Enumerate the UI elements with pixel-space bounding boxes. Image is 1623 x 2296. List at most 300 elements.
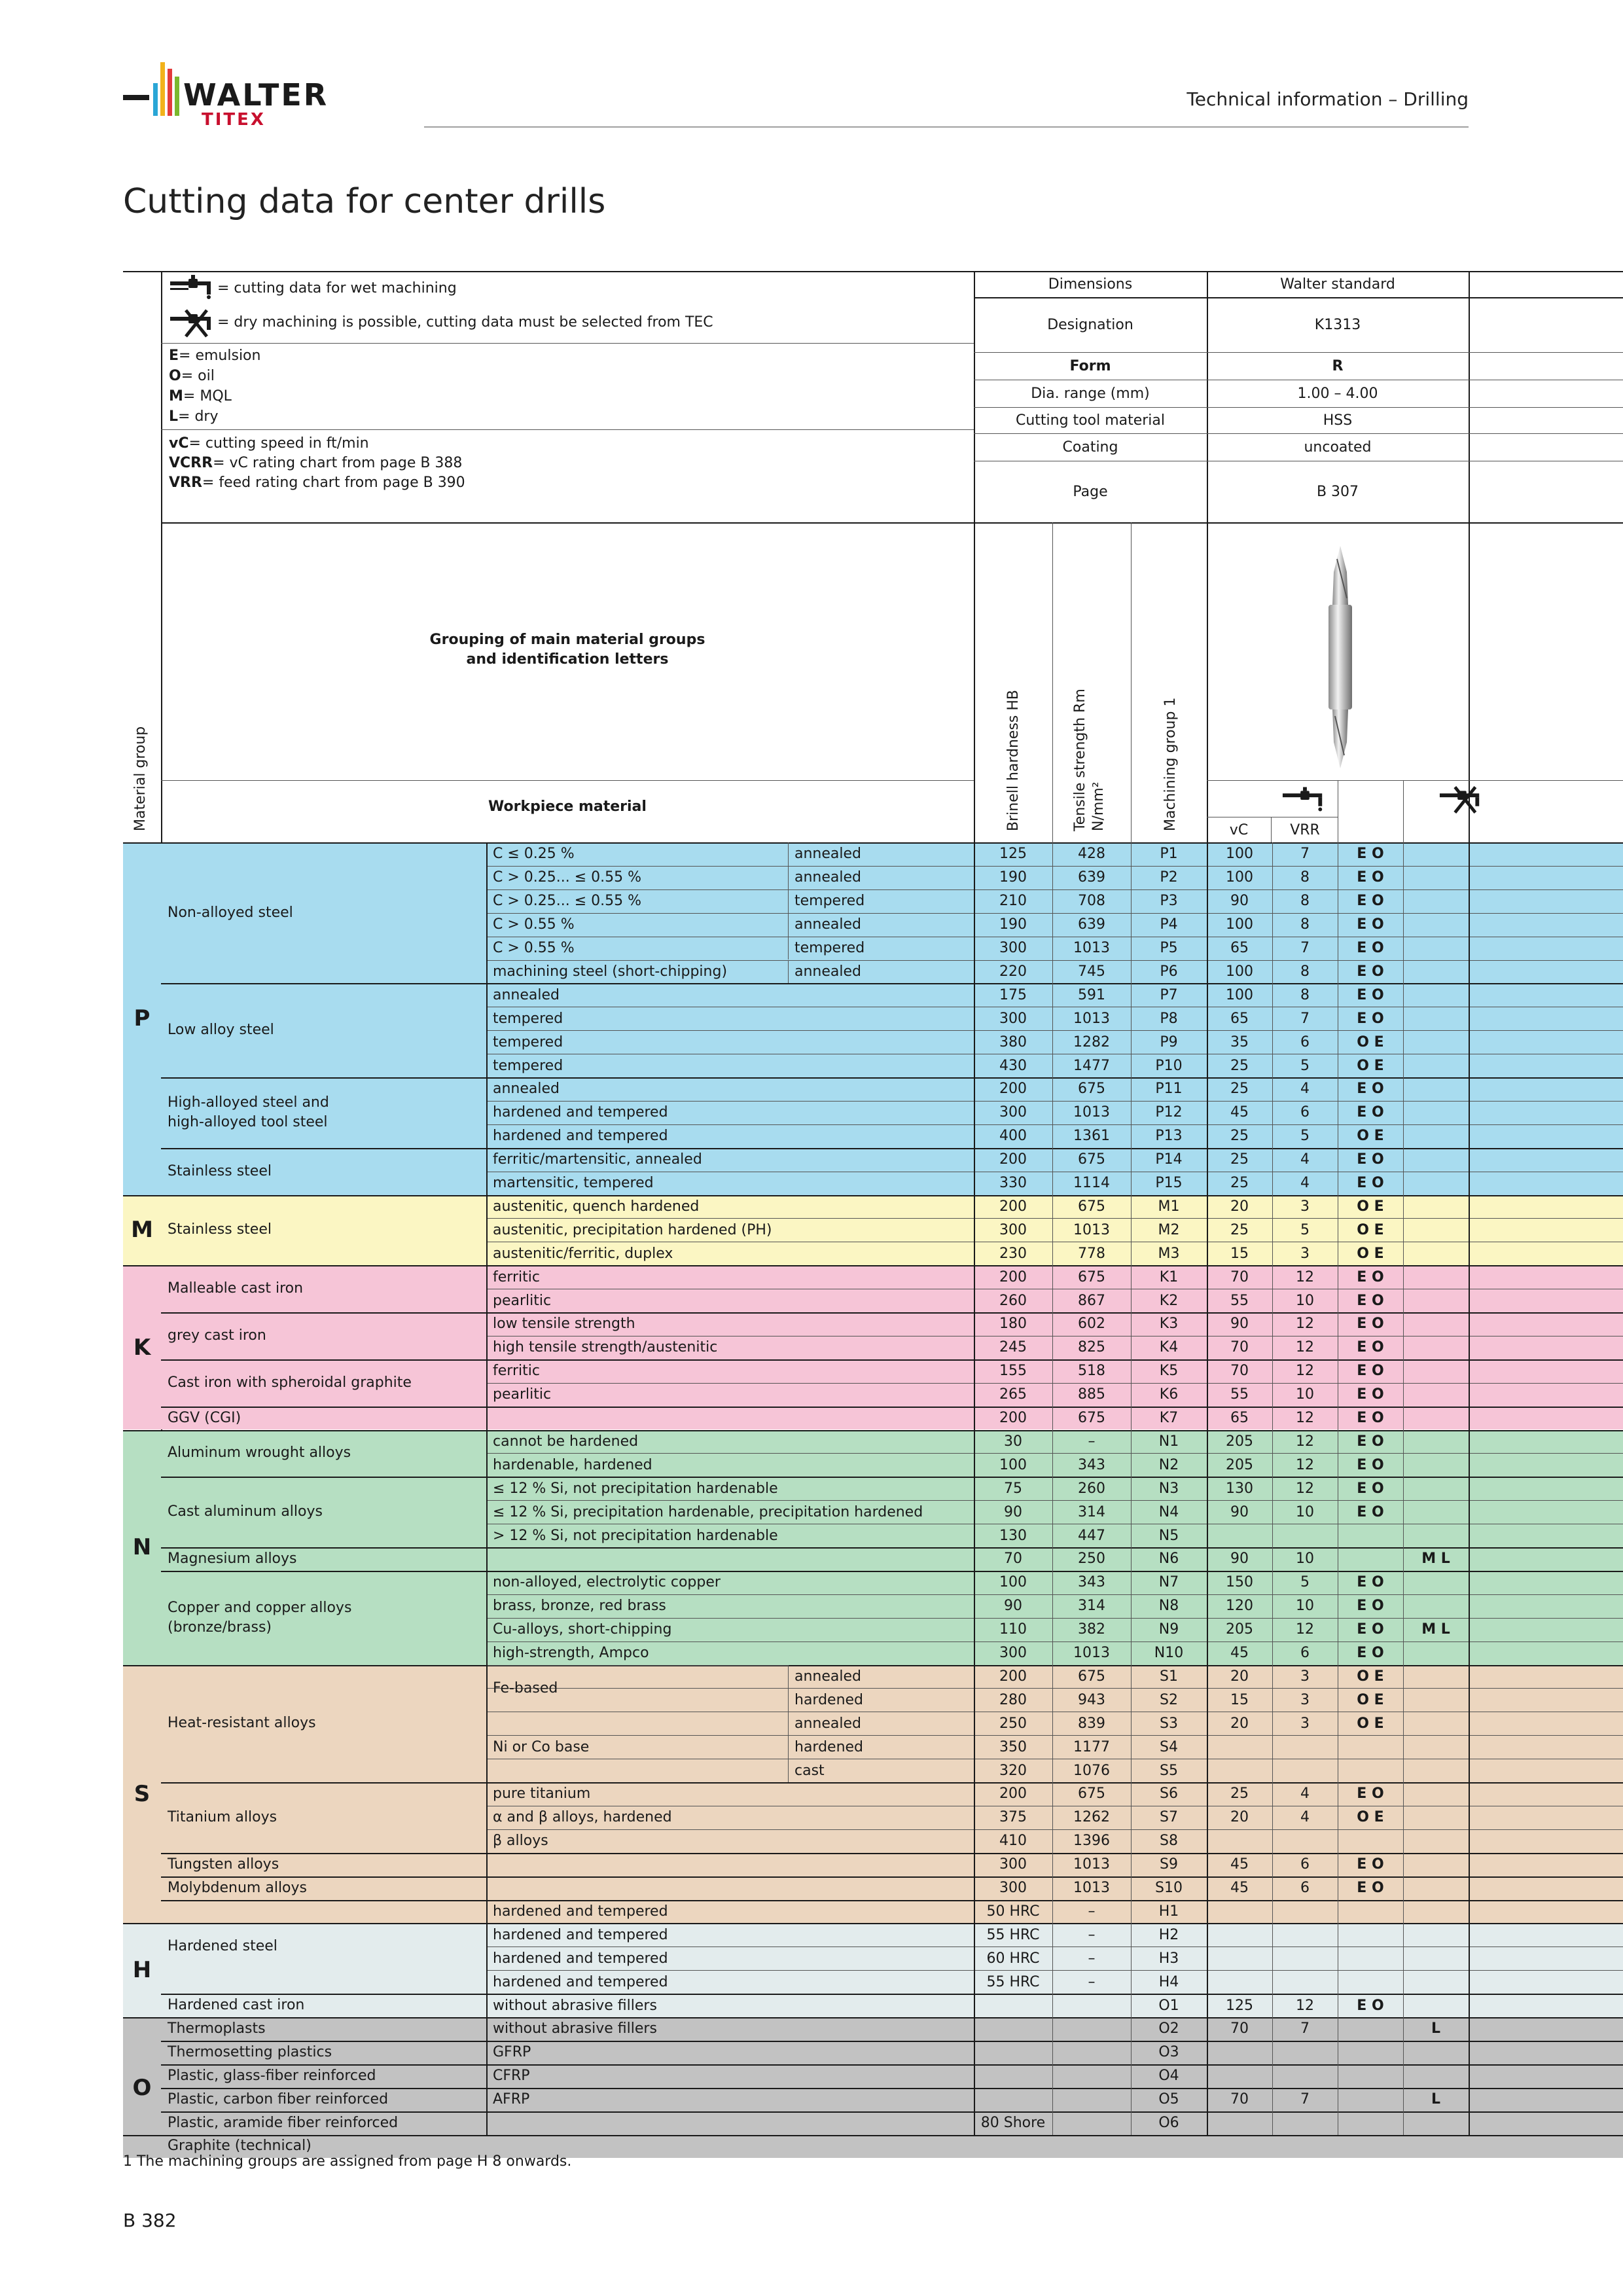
row-dry xyxy=(1403,1077,1469,1101)
page-value: B 307 xyxy=(1316,483,1359,500)
row-brinell: 180 xyxy=(999,1316,1027,1333)
row-tensile: 639 xyxy=(1078,869,1105,886)
row-machining-group: P3 xyxy=(1160,893,1178,910)
row-vc xyxy=(1207,1923,1272,1946)
row-dry xyxy=(1403,2064,1469,2088)
row-vc: 45 xyxy=(1230,1645,1249,1662)
form-value: R xyxy=(1332,357,1344,374)
row-machining-group: M3 xyxy=(1158,1245,1180,1262)
row-dry xyxy=(1403,1265,1469,1289)
row-machining-group: K1 xyxy=(1159,1268,1179,1285)
row-coolant xyxy=(1338,2064,1403,2088)
row-brinell: 70 xyxy=(1004,1551,1022,1568)
row-condition: tempered xyxy=(794,893,865,910)
tensile-heading-2: N/mm² xyxy=(1090,781,1107,831)
row-vrr: 8 xyxy=(1300,893,1310,910)
section-title: Technical information – Drilling xyxy=(1186,88,1469,110)
row-tensile xyxy=(1052,2041,1131,2064)
row-vrr: 6 xyxy=(1300,1645,1310,1662)
row-vc: 70 xyxy=(1230,1363,1249,1380)
row-dry xyxy=(1403,1383,1469,1407)
row-dry xyxy=(1403,960,1469,984)
subsubgroup-label: Fe-based xyxy=(493,1679,558,1696)
subsubgroup-label: Ni or Co base xyxy=(493,1738,590,1755)
row-vrr: 7 xyxy=(1300,846,1310,863)
subgroup-label: Copper and copper alloys (bronze/brass) xyxy=(168,1599,352,1636)
row-brinell: 155 xyxy=(999,1363,1027,1380)
row-description: ferritic/martensitic, annealed xyxy=(493,1151,702,1168)
row-description: cannot be hardened xyxy=(493,1433,639,1450)
row-machining-group: P15 xyxy=(1155,1175,1183,1192)
subgroup-label: Heat-resistant alloys xyxy=(168,1715,316,1732)
row-vrr: 7 xyxy=(1300,1010,1310,1027)
row-tensile: 778 xyxy=(1078,1245,1105,1262)
row-coolant: E O xyxy=(1357,1645,1384,1662)
row-vrr: 12 xyxy=(1296,1363,1314,1380)
row-coolant: E O xyxy=(1357,893,1384,910)
row-brinell: 210 xyxy=(999,893,1027,910)
row-dry xyxy=(1403,1148,1469,1172)
row-tensile: 250 xyxy=(1078,1551,1105,1568)
row-description: hardened and tempered xyxy=(493,1926,668,1943)
row-vrr: 12 xyxy=(1296,1997,1314,2014)
row-brinell: 60 HRC xyxy=(986,1950,1040,1967)
row-tensile: 825 xyxy=(1078,1339,1105,1356)
standard-label: Walter standard xyxy=(1280,276,1395,293)
row-machining-group: H1 xyxy=(1158,1903,1179,1920)
row-coolant: E O xyxy=(1357,1456,1384,1473)
subgroup-label: Non-alloyed steel xyxy=(168,904,293,921)
row-coolant: O E xyxy=(1357,1198,1384,1215)
row-dry xyxy=(1403,1923,1469,1946)
machining-group-heading: Machining group 1 xyxy=(1162,697,1179,831)
row-vrr: 10 xyxy=(1296,1551,1314,1568)
row-coolant xyxy=(1338,2017,1403,2041)
row-vrr: 6 xyxy=(1300,1856,1310,1873)
row-vrr: 5 xyxy=(1300,1574,1310,1591)
row-machining-group: P5 xyxy=(1160,940,1178,957)
row-tensile: 745 xyxy=(1078,963,1105,980)
row-condition: annealed xyxy=(794,1668,861,1685)
row-description: tempered xyxy=(493,1010,563,1027)
row-vc: 100 xyxy=(1226,846,1253,863)
row-vc: 15 xyxy=(1230,1245,1249,1262)
row-tensile: 1013 xyxy=(1073,1856,1110,1873)
row-vc: 90 xyxy=(1230,1503,1249,1520)
row-brinell: 430 xyxy=(999,1057,1027,1074)
row-vrr: 8 xyxy=(1300,869,1310,886)
subgroup-label: Graphite (technical) xyxy=(168,2138,312,2155)
row-condition: annealed xyxy=(794,846,861,863)
row-description: hardened and tempered xyxy=(493,1104,668,1121)
row-brinell: 190 xyxy=(999,916,1027,933)
row-coolant: E O xyxy=(1357,869,1384,886)
row-vc xyxy=(1207,1759,1272,1782)
row-machining-group: S1 xyxy=(1160,1668,1178,1685)
row-vrr: 6 xyxy=(1300,1880,1310,1897)
row-vrr: 12 xyxy=(1296,1433,1314,1450)
row-vc xyxy=(1207,2064,1272,2088)
row-machining-group: S3 xyxy=(1160,1715,1178,1732)
row-tensile: 1396 xyxy=(1073,1833,1110,1850)
row-brinell: 130 xyxy=(999,1527,1027,1544)
row-tensile: 675 xyxy=(1078,1268,1105,1285)
row-dry xyxy=(1403,1806,1469,1829)
coolant-key: M xyxy=(169,388,183,404)
row-brinell: 410 xyxy=(999,1833,1027,1850)
row-dry xyxy=(1403,1782,1469,1806)
row-brinell xyxy=(974,2064,1052,2088)
row-coolant xyxy=(1338,1759,1403,1782)
row-vc: 150 xyxy=(1226,1574,1253,1591)
row-machining-group: S6 xyxy=(1160,1785,1178,1803)
row-machining-group: K6 xyxy=(1159,1386,1179,1403)
row-brinell: 30 xyxy=(1004,1433,1022,1450)
row-coolant: E O xyxy=(1357,1433,1384,1450)
row-machining-group: N5 xyxy=(1158,1527,1179,1544)
legend-vcrr: VCRR = vC rating chart from page B 388 xyxy=(169,454,463,471)
condition-line xyxy=(788,1759,789,1782)
row-brinell: 265 xyxy=(999,1386,1027,1403)
row-dry xyxy=(1403,1571,1469,1594)
row-coolant: E O xyxy=(1357,1268,1384,1285)
row-machining-group: M1 xyxy=(1158,1198,1180,1215)
row-description: hardened and tempered xyxy=(493,1128,668,1145)
row-coolant: E O xyxy=(1357,1410,1384,1427)
row-brinell: 125 xyxy=(999,846,1027,863)
row-description: hardened and tempered xyxy=(493,1973,668,1990)
row-brinell: 330 xyxy=(999,1175,1027,1192)
row-dry xyxy=(1403,1195,1469,1219)
row-dry xyxy=(1403,1289,1469,1312)
row-vrr: 3 xyxy=(1300,1198,1310,1215)
condition-line xyxy=(788,842,789,866)
row-vc: 15 xyxy=(1230,1691,1249,1708)
row-vrr: 10 xyxy=(1296,1503,1314,1520)
subgroup-label: Tungsten alloys xyxy=(168,1856,279,1873)
row-tensile: 1114 xyxy=(1073,1175,1110,1192)
row-tensile: 1013 xyxy=(1073,1880,1110,1897)
row-dry xyxy=(1403,1712,1469,1735)
row-machining-group: S9 xyxy=(1160,1856,1178,1873)
row-vrr: 10 xyxy=(1296,1386,1314,1403)
row-vrr xyxy=(1272,2064,1338,2088)
row-coolant: E O xyxy=(1357,1316,1384,1333)
row-dry xyxy=(1403,889,1469,913)
row-coolant: E O xyxy=(1357,1997,1384,2014)
row-machining-group: S8 xyxy=(1160,1833,1178,1850)
row-vc: 130 xyxy=(1226,1480,1253,1497)
condition-line xyxy=(788,1688,789,1712)
row-description: annealed xyxy=(493,986,560,1003)
brinell-heading: Brinell hardness HB xyxy=(1005,689,1022,831)
row-coolant: O E xyxy=(1357,1033,1384,1050)
coating-label: Coating xyxy=(1062,439,1118,456)
legend-wet: = cutting data for wet machining xyxy=(217,279,457,296)
row-dry xyxy=(1403,913,1469,937)
row-coolant xyxy=(1338,1923,1403,1946)
column-line xyxy=(1052,842,1053,2135)
coolant-key: E xyxy=(169,348,179,364)
row-dry xyxy=(1403,1312,1469,1336)
group-letter: P xyxy=(134,1005,151,1032)
coolant-key: L xyxy=(169,408,179,425)
row-coolant: E O xyxy=(1357,1480,1384,1497)
row-vc: 70 xyxy=(1230,2020,1249,2037)
page-label: Page xyxy=(1073,483,1108,500)
row-condition: hardened xyxy=(794,1691,864,1708)
row-vrr: 3 xyxy=(1300,1245,1310,1262)
row-machining-group: P11 xyxy=(1155,1081,1183,1098)
row-machining-group: P7 xyxy=(1160,986,1178,1003)
row-machining-group: S2 xyxy=(1160,1691,1178,1708)
row-tensile: 591 xyxy=(1078,986,1105,1003)
row-brinell: 200 xyxy=(999,1668,1027,1685)
row-coolant: E O xyxy=(1357,916,1384,933)
row-vc: 25 xyxy=(1230,1128,1249,1145)
row-coolant xyxy=(1338,1900,1403,1924)
row-description: without abrasive fillers xyxy=(493,1997,657,2014)
row-dry xyxy=(1403,1994,1469,2017)
row-machining-group: P9 xyxy=(1160,1033,1178,1050)
row-vrr: 4 xyxy=(1300,1081,1310,1098)
row-dry xyxy=(1403,1500,1469,1524)
row-description: tempered xyxy=(493,1057,563,1074)
row-vrr: 7 xyxy=(1300,2091,1310,2108)
row-tensile: – xyxy=(1088,1903,1096,1920)
row-coolant xyxy=(1338,1524,1403,1547)
row-vrr: 5 xyxy=(1300,1221,1310,1238)
row-brinell: 175 xyxy=(999,986,1027,1003)
subgroup-label: Magnesium alloys xyxy=(168,1550,297,1567)
row-vrr: 4 xyxy=(1300,1175,1310,1192)
row-coolant: E O xyxy=(1357,986,1384,1003)
row-coolant: E O xyxy=(1357,1785,1384,1803)
row-tensile: 1361 xyxy=(1073,1128,1110,1145)
row-brinell xyxy=(974,2017,1052,2041)
row-vrr xyxy=(1272,1900,1338,1924)
row-vc: 100 xyxy=(1226,869,1253,886)
row-brinell: 80 Shore xyxy=(980,2115,1046,2132)
row-description: hardened and tempered xyxy=(493,1903,668,1920)
row-brinell: 200 xyxy=(999,1410,1027,1427)
subgroup-label: High-alloyed steel and high-alloyed tool steel xyxy=(168,1094,329,1130)
subgroup-label: Thermoplasts xyxy=(168,2020,266,2037)
row-description: α and β alloys, hardened xyxy=(493,1809,672,1826)
row-tensile: 675 xyxy=(1078,1410,1105,1427)
subgroup-label: Hardened cast iron xyxy=(168,1997,305,2014)
row-vrr: 8 xyxy=(1300,916,1310,933)
row-coolant xyxy=(1338,2041,1403,2064)
row-vc: 20 xyxy=(1230,1668,1249,1685)
row-vc: 45 xyxy=(1230,1104,1249,1121)
row-machining-group: K7 xyxy=(1159,1410,1179,1427)
row-tensile: – xyxy=(1088,1973,1096,1990)
row-vc: 70 xyxy=(1230,1339,1249,1356)
row-coolant: O E xyxy=(1357,1128,1384,1145)
row-description: without abrasive fillers xyxy=(493,2020,657,2037)
row-brinell: 300 xyxy=(999,1221,1027,1238)
row-condition: annealed xyxy=(794,916,861,933)
row-description: C > 0.25... ≤ 0.55 % xyxy=(493,893,642,910)
grouping-heading-2: and identification letters xyxy=(466,651,669,668)
subsubgroup-divider xyxy=(486,1665,788,1666)
row-vc: 65 xyxy=(1230,1010,1249,1027)
row-vc xyxy=(1207,1900,1272,1924)
row-coolant: O E xyxy=(1357,1668,1384,1685)
designation-value: K1313 xyxy=(1314,316,1361,333)
material-group-heading: Material group xyxy=(132,726,149,831)
row-dry xyxy=(1403,1124,1469,1148)
group-letter: S xyxy=(134,1780,151,1807)
row-brinell: 100 xyxy=(999,1574,1027,1591)
row-brinell: 300 xyxy=(999,1010,1027,1027)
row-tensile: 943 xyxy=(1078,1691,1105,1708)
row-brinell: 200 xyxy=(999,1785,1027,1803)
coolant-text: = dry xyxy=(178,408,219,425)
row-coolant: E O xyxy=(1357,1151,1384,1168)
legend-vrr: VRR = feed rating chart from page B 390 xyxy=(169,474,465,491)
row-dry xyxy=(1403,1759,1469,1782)
row-vc: 25 xyxy=(1230,1057,1249,1074)
row-machining-group: N1 xyxy=(1158,1433,1179,1450)
page-number: B 382 xyxy=(123,2210,177,2231)
group-letter: O xyxy=(132,2074,152,2101)
row-description: tempered xyxy=(493,1033,563,1050)
row-vrr: 3 xyxy=(1300,1691,1310,1708)
subgroup-label: Stainless steel xyxy=(168,1162,272,1179)
row-dry: L xyxy=(1431,2091,1441,2108)
row-coolant: O E xyxy=(1357,1221,1384,1238)
condition-line xyxy=(788,937,789,960)
row-vrr: 12 xyxy=(1296,1268,1314,1285)
row-vrr: 10 xyxy=(1296,1598,1314,1615)
row-coolant xyxy=(1338,1829,1403,1853)
row-dry xyxy=(1403,1688,1469,1712)
row-machining-group: K4 xyxy=(1159,1339,1179,1356)
row-coolant: E O xyxy=(1357,1175,1384,1192)
row-brinell xyxy=(974,1994,1052,2017)
row-machining-group: N8 xyxy=(1158,1598,1179,1615)
row-tensile: 675 xyxy=(1078,1151,1105,1168)
subgroup-label: Plastic, glass-fiber reinforced xyxy=(168,2067,376,2084)
row-description: high tensile strength/austenitic xyxy=(493,1339,718,1356)
coating-value: uncoated xyxy=(1304,439,1372,456)
row-coolant: E O xyxy=(1357,1598,1384,1615)
row-tensile: 675 xyxy=(1078,1785,1105,1803)
row-brinell: 300 xyxy=(999,1645,1027,1662)
row-vc: 45 xyxy=(1230,1880,1249,1897)
condition-line xyxy=(788,1735,789,1759)
row-vrr: 12 xyxy=(1296,1316,1314,1333)
tool-material-label: Cutting tool material xyxy=(1015,412,1166,429)
row-tensile xyxy=(1052,2088,1131,2111)
row-coolant xyxy=(1338,1735,1403,1759)
dimensions-label: Dimensions xyxy=(1048,276,1133,293)
row-dry xyxy=(1403,1172,1469,1195)
row-machining-group: P1 xyxy=(1160,846,1178,863)
row-tensile: – xyxy=(1088,1950,1096,1967)
row-coolant: E O xyxy=(1357,1104,1384,1121)
walter-titex-logo xyxy=(123,62,398,134)
coolant-key: O xyxy=(169,368,181,384)
row-description: austenitic, precipitation hardened (PH) xyxy=(493,1221,772,1238)
row-brinell: 220 xyxy=(999,963,1027,980)
row-vc: 20 xyxy=(1230,1715,1249,1732)
row-vc: 25 xyxy=(1230,1175,1249,1192)
row-vc: 125 xyxy=(1226,1997,1253,2014)
row-vc xyxy=(1207,1735,1272,1759)
form-label: Form xyxy=(1069,357,1111,374)
row-brinell: 110 xyxy=(999,1621,1027,1638)
row-dry xyxy=(1403,1336,1469,1359)
row-vc: 55 xyxy=(1230,1292,1249,1309)
row-coolant: E O xyxy=(1357,1386,1384,1403)
row-machining-group: K3 xyxy=(1159,1316,1179,1333)
vrr-heading: VRR xyxy=(1290,821,1320,838)
row-vrr: 4 xyxy=(1300,1809,1310,1826)
row-condition: annealed xyxy=(794,869,861,886)
row-description: pure titanium xyxy=(493,1785,591,1803)
row-description: C > 0.55 % xyxy=(493,940,575,957)
row-coolant: O E xyxy=(1357,1715,1384,1732)
vc-heading: vC xyxy=(1229,821,1249,838)
row-vrr xyxy=(1272,1735,1338,1759)
subgroup-label: Stainless steel xyxy=(168,1221,272,1238)
row-dry xyxy=(1403,1853,1469,1876)
row-coolant: E O xyxy=(1357,1574,1384,1591)
row-vrr xyxy=(1272,2111,1338,2135)
row-tensile: 314 xyxy=(1078,1503,1105,1520)
row-machining-group: O2 xyxy=(1158,2020,1179,2037)
row-machining-group: H4 xyxy=(1158,1973,1179,1990)
row-tensile: 675 xyxy=(1078,1668,1105,1685)
row-vc: 70 xyxy=(1230,1268,1249,1285)
row-coolant: O E xyxy=(1357,1691,1384,1708)
row-description: machining steel (short-chipping) xyxy=(493,963,728,980)
row-dry xyxy=(1403,1665,1469,1689)
row-description: austenitic/ferritic, duplex xyxy=(493,1245,673,1262)
row-machining-group: P4 xyxy=(1160,916,1178,933)
row-description: pearlitic xyxy=(493,1292,552,1309)
row-vrr: 8 xyxy=(1300,986,1310,1003)
row-description: C > 0.25... ≤ 0.55 % xyxy=(493,869,642,886)
row-description: hardenable, hardened xyxy=(493,1456,652,1473)
row-machining-group: P10 xyxy=(1155,1057,1183,1074)
row-vc: 25 xyxy=(1230,1081,1249,1098)
column-line xyxy=(486,842,488,2135)
condition-line xyxy=(788,1665,789,1689)
tool-material-value: HSS xyxy=(1323,412,1353,429)
row-description: brass, bronze, red brass xyxy=(493,1598,666,1615)
subgroup-label: Aluminum wrought alloys xyxy=(168,1444,351,1462)
row-dry: M L xyxy=(1421,1621,1450,1638)
row-tensile: 1013 xyxy=(1073,1645,1110,1662)
grouping-heading-1: Grouping of main material groups xyxy=(429,631,705,648)
row-coolant: E O xyxy=(1357,1081,1384,1098)
row-tensile: 1013 xyxy=(1073,940,1110,957)
row-dry xyxy=(1403,983,1469,1007)
row-description: hardened and tempered xyxy=(493,1950,668,1967)
row-description: GFRP xyxy=(493,2044,531,2061)
row-vrr: 6 xyxy=(1300,1033,1310,1050)
row-tensile: – xyxy=(1088,1433,1096,1450)
coolant-text: = oil xyxy=(181,368,215,384)
row-tensile xyxy=(1052,1994,1131,2017)
row-vc: 100 xyxy=(1226,963,1253,980)
row-tensile: 675 xyxy=(1078,1198,1105,1215)
row-dry xyxy=(1403,1876,1469,1900)
